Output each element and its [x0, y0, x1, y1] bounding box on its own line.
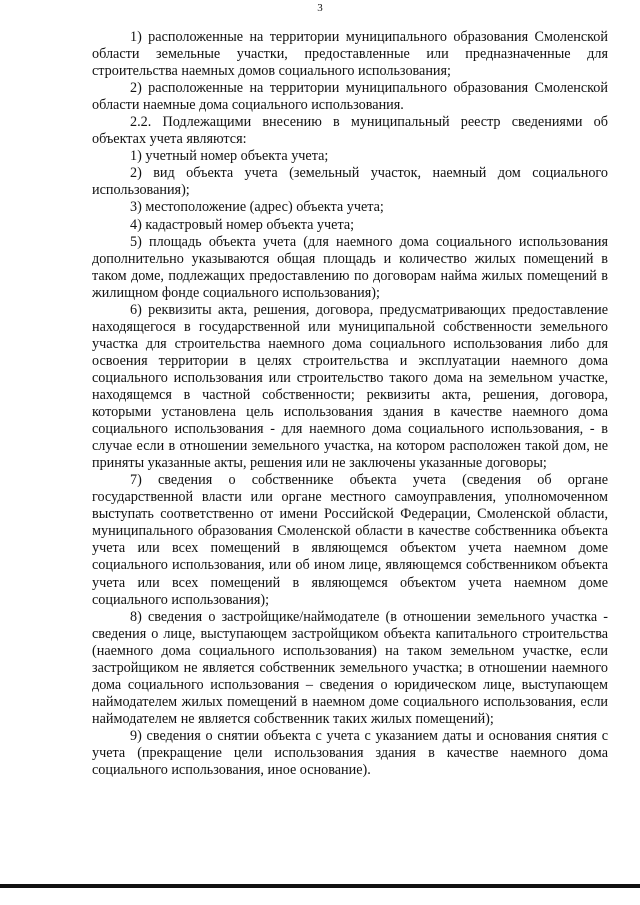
paragraph: 1) расположенные на территории муниципального образования Смоленской области земельные участки, предоставленные или предназначенные для строительства наемных домов социального использования; — [92, 29, 608, 80]
paragraph: 8) сведения о застройщике/наймодателе (в отношении земельного участка - сведения о лице, выступающем застройщиком объекта капитального строительства (наемного дома социального использования) на таком земельном участке, если застройщиком не является собственник земельного участка; в отношении наемного дома социального использования – сведения о юридическом лице, выступающем наймодателем жилых помещений в наемном доме социального использования, если наймодателем не является собственник таких жилых помещений); — [92, 608, 608, 727]
paragraph: 2) вид объекта учета (земельный участок, наемный дом социального использования); — [92, 165, 608, 199]
paragraph: 9) сведения о снятии объекта с учета с указанием даты и основания снятия с учета (прекращение цели использования здания в качестве наемного дома социального использования, иное основание). — [92, 727, 608, 779]
paragraph: 6) реквизиты акта, решения, договора, предусматривающих предоставление находящегося в государственной или муниципальной собственности земельного участка для строительства наемного дома социального использования либо для освоения территории в целях строительства и эксплуатации наемного дома социального использования или строительство такого дома на земельном участке, находящемся в частной собственности; реквизиты акта, решения, договора, которыми установлена цель использования здания в качестве наемного дома социального использования - для наемного дома социального использования, - в случае если в отношении земельного участка, на котором расположен такой дом, не приняты указанные акты, решения или не заключены указанные договоры; — [92, 301, 608, 472]
document-body — [92, 29, 608, 779]
paragraph: 4) кадастровый номер объекта учета; — [130, 216, 355, 233]
paragraph: 7) сведения о собственнике объекта учета (сведения об органе государственной власти или органе местного самоуправления, уполномоченном выступать соответственно от имени Российской Федерации, Смоленской области, муниципального образования Смоленской области в качестве собственника объекта учета или всех помещений в являющемся объектом учета наемном доме социального использования, или об ином лице, являющемся собственником объекта учета или всех помещений в являющемся объектом учета наемном доме социального использования); — [92, 472, 608, 608]
paragraph: 5) площадь объекта учета (для наемного дома социального использования дополнительно указываются общая площадь и количество жилых помещений в таком доме, подлежащих предоставлению по договорам найма жилых помещений в жилищном фонде социального использования); — [92, 233, 608, 301]
paragraph: 1) учетный номер объекта учета; — [130, 148, 329, 165]
paragraph: 2.2. Подлежащими внесению в муниципальный реестр сведениями об объектах учета являются: — [92, 114, 608, 148]
paragraph: 3) местоположение (адрес) объекта учета; — [130, 199, 384, 216]
scan-edge-rule — [0, 884, 640, 888]
page-number: 3 — [317, 2, 323, 14]
paragraph: 2) расположенные на территории муниципального образования Смоленской области наемные дома социального использования. — [92, 80, 608, 114]
